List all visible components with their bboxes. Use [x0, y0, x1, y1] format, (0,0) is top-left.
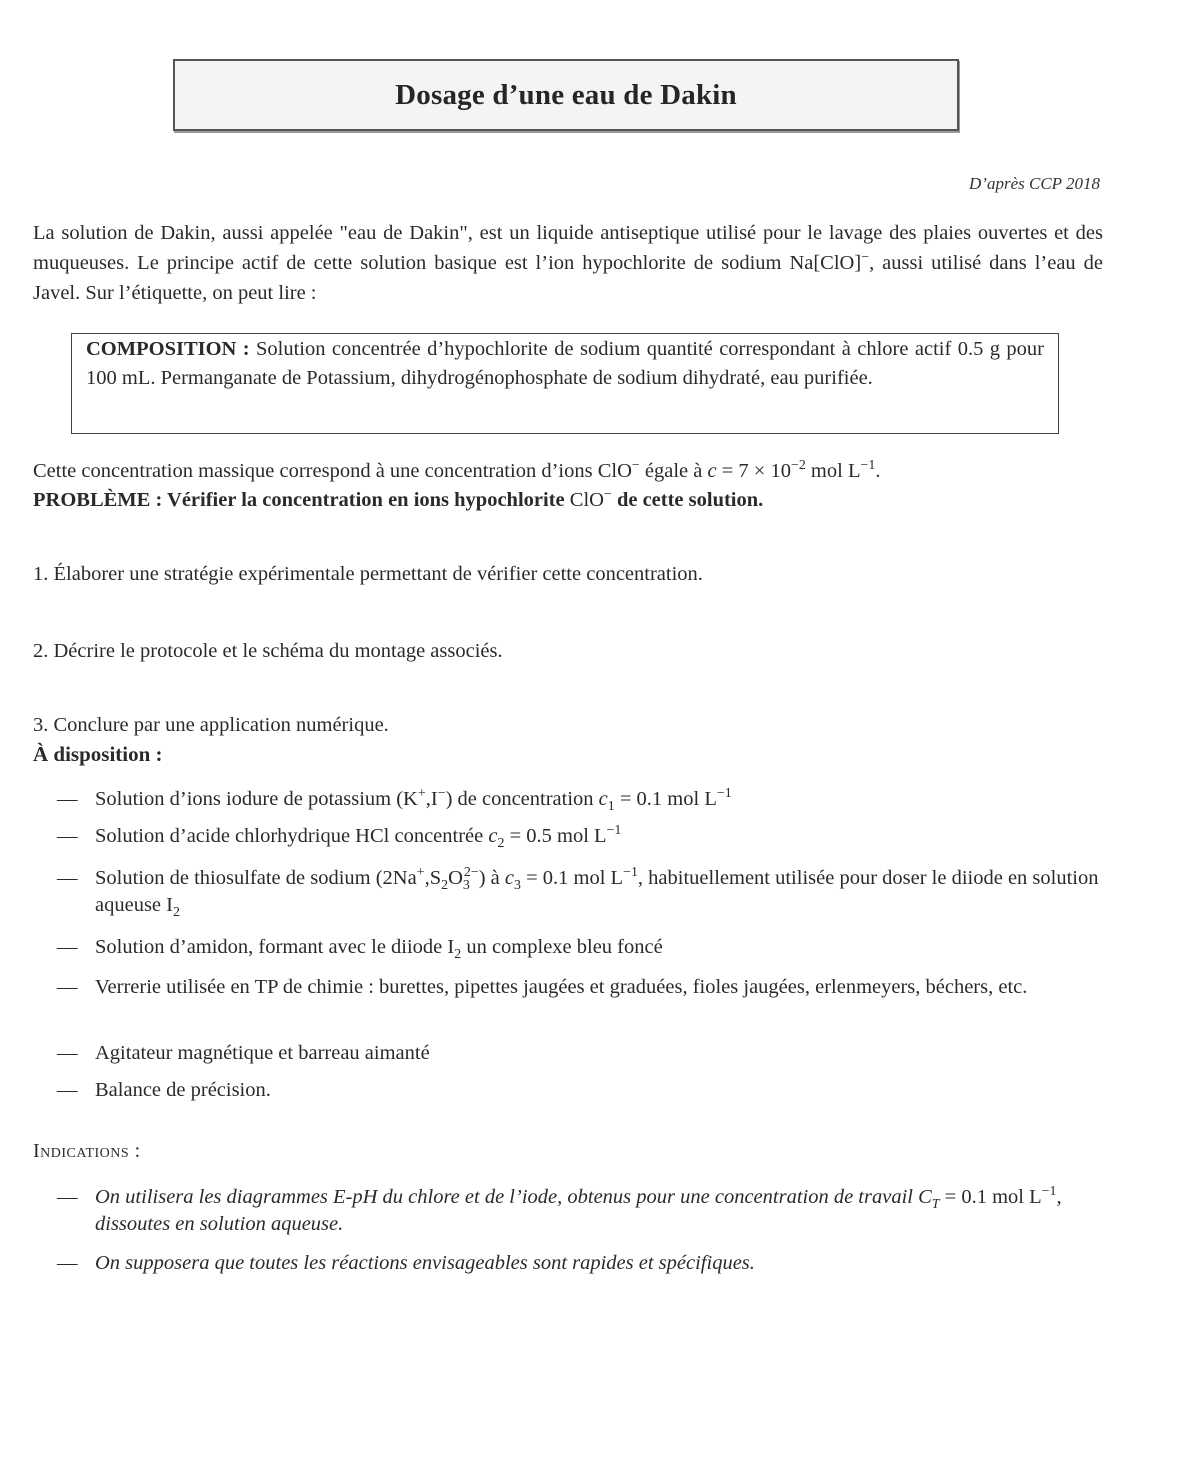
page-title: Dosage d’une eau de Dakin [395, 78, 737, 111]
list-item [57, 1184, 1102, 1238]
text-fragment: + [416, 865, 425, 881]
question-2: 2. Décrire le protocole et le schéma du montage associés. [33, 640, 503, 662]
concentration-value: = 7 × 10 [716, 460, 791, 482]
list-item [57, 1040, 1102, 1067]
charge-superscript: − [631, 458, 640, 474]
dash-bullet: — [57, 788, 78, 810]
list-item [57, 934, 1102, 961]
disposition-title: À disposition : [33, 742, 163, 766]
dash-bullet: — [57, 867, 78, 889]
source-citation: D’après CCP 2018 [969, 174, 1100, 193]
probleme-text: PROBLÈME : Vérifier la concentration en ions hypochlorite [33, 489, 570, 511]
probleme-text: de cette solution. [611, 489, 764, 511]
dash-bullet: — [57, 936, 78, 958]
charge-superscript: − [603, 487, 612, 503]
charge-superscript: − [861, 250, 870, 266]
concentration-text: égale à [639, 460, 708, 482]
text-fragment: 3 [514, 878, 521, 894]
exponent: −1 [860, 458, 876, 474]
text-fragment: Solution d’amidon, formant avec le diiode I [95, 936, 455, 958]
text-fragment: = 0.1 mol L [520, 867, 624, 889]
list-item [57, 1077, 1102, 1104]
text-fragment: Solution de thiosulfate de sodium (2Na [95, 867, 417, 889]
text-fragment: 1 [607, 799, 615, 815]
dash-bullet: — [57, 825, 78, 847]
text-fragment: c [488, 825, 498, 847]
list-item [57, 865, 1102, 919]
text-fragment: −1 [623, 865, 638, 881]
item-text: Agitateur magnétique et barreau aimanté [95, 1042, 430, 1064]
text-fragment: Solution d’acide chlorhydrique HCl concentrée [95, 825, 489, 847]
intro-text: , aussi utilisé dans l’eau de Javel. Sur l’étiquette, on peut lire : [33, 252, 1103, 304]
list-item [57, 786, 1102, 813]
text-fragment: ) de concentration [445, 788, 599, 810]
dash-bullet: — [57, 1252, 78, 1274]
composition-label: COMPOSITION : [86, 338, 250, 360]
text-fragment: + [417, 786, 426, 802]
concentration-text: Cette concentration massique correspond à une concentration d’ions ClO [33, 460, 632, 482]
title-box [173, 59, 959, 131]
exponent: −2 [790, 458, 806, 474]
text-fragment: 3 [462, 878, 470, 894]
text-fragment: 2 [454, 947, 462, 963]
indications-title: Indications : [33, 1140, 141, 1162]
punctuation: . [875, 460, 881, 482]
dash-bullet: — [57, 1042, 78, 1064]
item-text: Verrerie utilisée en TP de chimie : burettes, pipettes jaugées et graduées, fioles jaugées, erlenmeyers, béchers, etc. [95, 976, 1028, 998]
text-fragment: T [931, 1197, 940, 1213]
text-fragment: = 0.5 mol L [504, 825, 607, 847]
item-text [95, 786, 1102, 813]
text-fragment: = 0.1 mol L [614, 788, 717, 810]
question-3: 3. Conclure par une application numérique. [33, 714, 389, 736]
text-fragment: On utilisera les diagrammes E-pH du chlore et de l’iode, obtenus pour une concentration de travail [95, 1186, 919, 1208]
text-fragment: un complexe bleu foncé [461, 936, 663, 958]
intro-text: La solution de Dakin, aussi appelée "eau de Dakin", est un liquide antiseptique utilisé pour le lavage des plaies ouvertes et des muqueuses. Le principe actif de cette solution basique est l’ion hypochlorite de sodium Na[ClO] [33, 222, 1103, 274]
text-fragment: 2 [172, 905, 180, 921]
text-fragment: ) à [478, 867, 505, 889]
list-item [57, 823, 1102, 850]
composition-box [71, 333, 1059, 434]
item-text [95, 934, 1102, 961]
concentration-line [33, 457, 1103, 486]
text-fragment: 2 [497, 836, 505, 852]
text-fragment: Solution d’ions iodure de potassium (K [95, 788, 418, 810]
composition-text: Solution concentrée d’hypochlorite de sodium quantité correspondant à chlore actif 0.5 g pour 100 mL. Permanganate de Potassium, dihydrogénophosphate de sodium dihydraté, eau purifiée. [86, 338, 1044, 389]
dash-bullet: — [57, 1186, 78, 1208]
question-1: 1. Élaborer une stratégie expérimentale permettant de vérifier cette concentration. [33, 563, 703, 585]
unit: mol L [805, 460, 861, 482]
text-fragment: O [448, 867, 463, 889]
text-fragment: −1 [1041, 1184, 1057, 1200]
text-fragment: , dissoutes en solution aqueuse. [95, 1186, 1062, 1235]
list-item [57, 1250, 1102, 1277]
text-fragment: 2 [441, 878, 449, 894]
text-fragment: C [918, 1186, 932, 1208]
item-text [95, 865, 1102, 919]
probleme-statement [33, 486, 1103, 515]
text-fragment: c [598, 788, 608, 810]
item-text [95, 823, 1102, 850]
item-text [95, 1184, 1102, 1238]
text-fragment: = 0.1 mol L [939, 1186, 1042, 1208]
concentration-paragraph [33, 457, 1103, 515]
text-fragment: −1 [606, 823, 622, 839]
text-fragment: − [437, 786, 446, 802]
intro-paragraph [33, 218, 1103, 308]
text-fragment: , habituellement utilisée pour doser le diiode en solution aqueuse I [95, 867, 1099, 916]
concentration-variable: c [707, 460, 717, 482]
item-text: On supposera que toutes les réactions envisageables sont rapides et spécifiques. [95, 1252, 755, 1274]
text-fragment: 2− [463, 865, 479, 881]
ion-formula: ClO [569, 489, 604, 511]
list-item [57, 974, 1102, 1001]
text-fragment: ,I [425, 788, 438, 810]
text-fragment: −1 [716, 786, 732, 802]
dash-bullet: — [57, 1079, 78, 1101]
dash-bullet: — [57, 976, 78, 998]
text-fragment: c [504, 867, 514, 889]
text-fragment: ,S [424, 867, 442, 889]
item-text: Balance de précision. [95, 1079, 271, 1101]
